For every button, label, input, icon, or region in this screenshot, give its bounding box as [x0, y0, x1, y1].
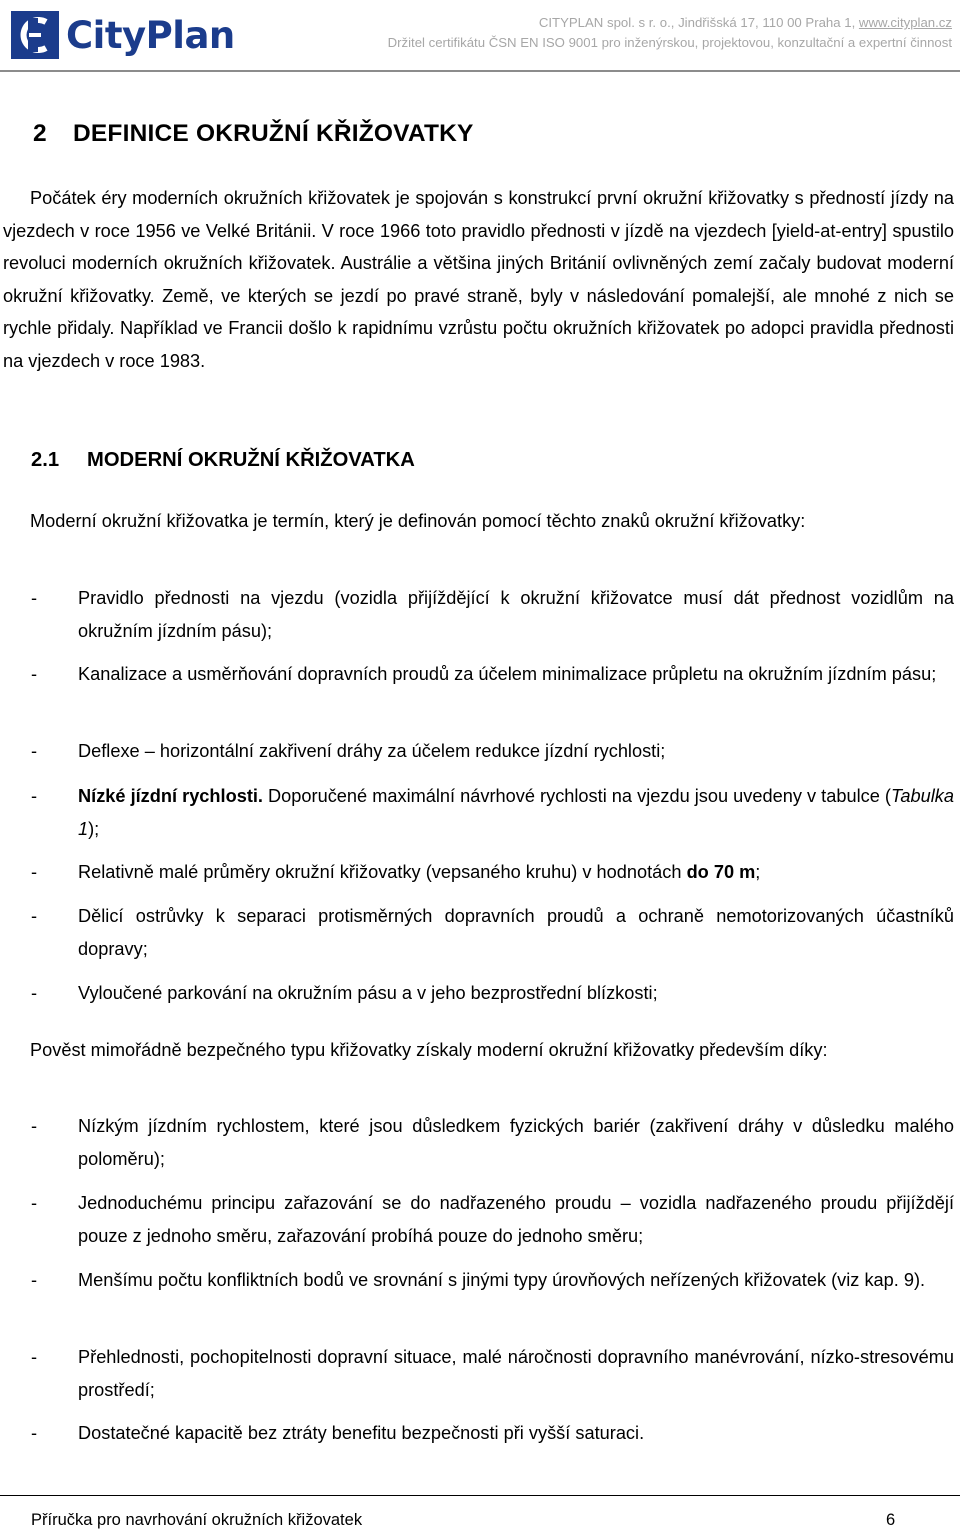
- list-item: [31, 658, 954, 691]
- subsection-intro-text: Moderní okružní křižovatka je termín, který je definován pomocí těchto znaků okružní křižovatky:: [30, 511, 806, 531]
- list-item: [31, 1341, 954, 1406]
- company-text: CITYPLAN spol. s r. o., Jindřišská 17, 110 00 Praha 1,: [538, 15, 859, 30]
- cityplan-logo[interactable]: [10, 8, 235, 62]
- list-item-text: Menšímu počtu konfliktních bodů ve srovnání s jinými typy úrovňových neřízených křižovatek (viz kap. 9).: [78, 1270, 926, 1290]
- subsection-title: MODERNÍ OKRUŽNÍ KŘIŽOVATKA: [87, 449, 415, 471]
- subsection-intro-paragraph: [3, 505, 954, 538]
- list-item-text: Deflexe – horizontální zakřivení dráhy za účelem redukce jízdní rychlosti;: [78, 741, 666, 761]
- list-item-text: Vyloučené parkování na okružním pásu a v jeho bezprostřední blízkosti;: [78, 983, 658, 1003]
- section-heading: [33, 120, 474, 148]
- table-reference[interactable]: Tabulka 1: [78, 786, 954, 839]
- list-marker: -: [31, 1270, 38, 1290]
- bold-text: do 70 m: [686, 862, 756, 882]
- list-item: [31, 735, 954, 768]
- list-item: [31, 1417, 954, 1450]
- list-marker: -: [31, 906, 38, 926]
- list-marker: -: [31, 1423, 38, 1443]
- item-text: Relativně malé průměry okružní křižovatky (vepsaného kruhu) v hodnotách: [78, 862, 687, 882]
- item-text: Doporučené maximální návrhové rychlosti na vjezdu jsou uvedeny v tabulce (: [262, 786, 891, 806]
- section-title: DEFINICE OKRUŽNÍ KŘIŽOVATKY: [73, 120, 474, 147]
- list-marker: -: [31, 741, 38, 761]
- section-intro-paragraph: [3, 182, 954, 377]
- company-address: [539, 15, 952, 30]
- list-marker: -: [31, 862, 38, 882]
- subsection-number: 2.1: [31, 449, 60, 471]
- list-item-text: Dostatečné kapacitě bez ztráty benefitu bezpečnosti při vyšší saturaci.: [78, 1423, 645, 1443]
- list-item: [31, 900, 954, 965]
- list-marker: -: [31, 588, 38, 608]
- list-item-text: Jednoduchému principu zařazování se do nadřazeného proudu – vozidla nadřazeného proudu přijíždějí pouze z jednoho směru, zařazování probíhá pouze do jednoho směru;: [78, 1193, 954, 1246]
- section-intro-text: Počátek éry moderních okružních křižovatek je spojován s konstrukcí první okružní křižovatky s předností jízdy na vjezdech v roce 1956 ve Velké Británii. V roce 1966 toto pravidlo přednosti v jízdě na vjezdech [yield-at-entry] spustilo revoluci moderních okružních křižovatek. Austrálie a většina jiných Británií ovlivněných zemí začaly budovat moderní okružní křižovatky. Země, ve kterých se jezdí po pravé straně, byly v následování pomalejší, ale mnohé z nich se rychle přidaly. Například ve Francii došlo k rapidnímu vzrůstu počtu okružních křižovatek po adopci pravidla přednosti na vjezdech v roce 1983.: [3, 188, 954, 371]
- bold-text: Nízké jízdní rychlosti.: [78, 786, 263, 806]
- footer-divider: [0, 1495, 960, 1496]
- list-item: [31, 582, 954, 647]
- list-item: [31, 1187, 954, 1252]
- list-marker: -: [31, 786, 38, 806]
- list-marker: -: [31, 1347, 38, 1367]
- list-marker: -: [31, 983, 38, 1003]
- list-item-text: Kanalizace a usměrňování dopravních proudů za účelem minimalizace průpletu na okružním jízdním pásu;: [78, 664, 937, 684]
- list-item: [31, 977, 954, 1010]
- section-number: 2: [33, 120, 47, 147]
- list-item: [31, 1264, 954, 1297]
- list-item-text: Pravidlo přednosti na vjezdu (vozidla přijíždějící k okružní křižovatce musí dát přednost vozidlům na okružním jízdním pásu);: [78, 588, 954, 641]
- website-link[interactable]: www.cityplan.cz: [858, 15, 952, 30]
- list-item-text: Přehlednosti, pochopitelnosti dopravní situace, malé náročnosti dopravního manévrování, nízko-stresovému prostředí;: [78, 1347, 954, 1400]
- certificate-text: Držitel certifikátu ČSN EN ISO 9001 pro inženýrskou, projektovou, konzultační a expertní činnost: [387, 35, 952, 50]
- list-item-text: Nízkým jízdním rychlostem, které jsou důsledkem fyzických bariér (zakřivení dráhy v důsledku malého poloměru);: [78, 1116, 954, 1169]
- list-item: [31, 1110, 954, 1175]
- item-end: );: [88, 818, 100, 839]
- subsection-heading: [31, 449, 415, 472]
- item-end: ;: [755, 862, 761, 882]
- list-item-text: [78, 780, 954, 845]
- list-marker: -: [31, 1193, 38, 1213]
- list-marker: -: [31, 1116, 38, 1136]
- list-item-text: [78, 856, 954, 889]
- list-item: [31, 780, 954, 845]
- safety-intro-text: Pověst mimořádně bezpečného typu křižovatky získaly moderní okružní křižovatky především díky:: [30, 1040, 828, 1060]
- list-item-text: Dělicí ostrůvky k separaci protisměrných dopravních proudů a ochraně nemotorizovaných účastníků dopravy;: [78, 906, 954, 959]
- page-header: [0, 0, 960, 72]
- safety-intro-paragraph: [3, 1034, 954, 1067]
- header-divider: [0, 70, 960, 72]
- page-number: 6: [886, 1511, 896, 1529]
- logo-text: CityPlan: [66, 13, 235, 57]
- footer-title: Příručka pro navrhování okružních křižovatek: [31, 1511, 363, 1529]
- list-item: [31, 856, 954, 889]
- list-marker: -: [31, 664, 38, 684]
- cityplan-logo-icon: [10, 10, 60, 60]
